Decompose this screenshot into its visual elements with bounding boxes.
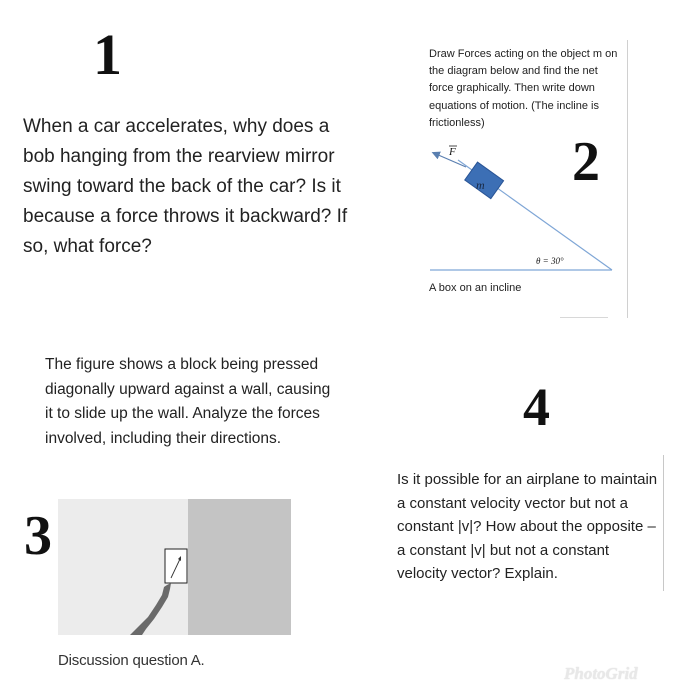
- section-4-number: 4: [523, 377, 550, 437]
- mass-label: m: [476, 178, 485, 192]
- force-label: F: [449, 146, 456, 158]
- section-4-question: Is it possible for an airplane to maintain a constant velocity vector but not a constant |v|? How about the opposite – a constant |v| but not a constant velocity vector? Explain.: [397, 471, 658, 582]
- angle-label: θ = 30°: [536, 256, 564, 266]
- photogrid-watermark: PhotoGrid: [564, 664, 638, 683]
- incline-caption: A box on an incline: [429, 282, 522, 294]
- block: [165, 549, 187, 583]
- wall: [188, 499, 291, 635]
- wall-diagram: [58, 499, 291, 635]
- section-1-question: When a car accelerates, why does a bob hanging from the rearview mirror swing toward the back of the car? Is it because a force throws it backward? If so, what force?: [23, 116, 348, 257]
- section-2-divider: [627, 40, 628, 318]
- section-1-number: 1: [93, 22, 122, 87]
- section-3-number: 3: [24, 505, 52, 567]
- section-4-divider: [663, 455, 664, 591]
- section-2-faint-line: [560, 317, 608, 318]
- section-2-question: Draw Forces acting on the object m on the diagram below and find the net force graphically. Then write down equations of motion. (The incline is frictionless): [429, 48, 618, 129]
- section-3-question: The figure shows a block being pressed diagonally upward against a wall, causing it to slide up the wall. Analyze the forces involved, including their directions.: [45, 356, 331, 447]
- section-2-number: 2: [572, 131, 600, 193]
- incline-diagram: [428, 140, 618, 280]
- wall-caption: Discussion question A.: [58, 652, 205, 669]
